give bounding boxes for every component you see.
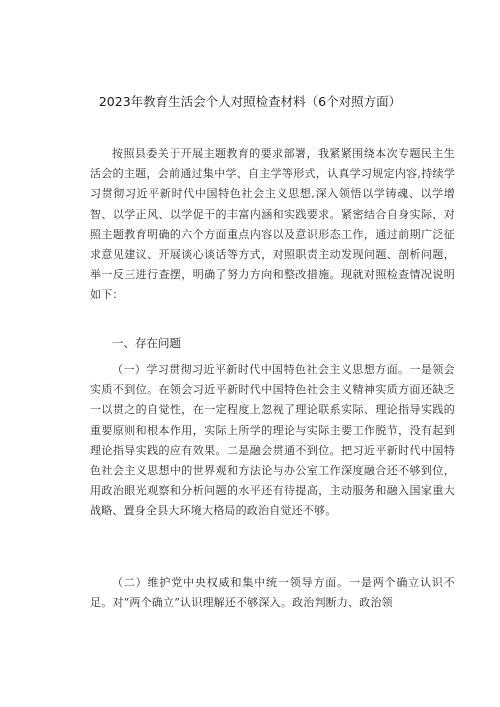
- document-title: 2023年教育生活会个人对照检查材料（6个对照方面）: [98, 94, 402, 109]
- section2-paragraph: （二）维护党中央权威和集中统一领导方面。一是两个确立认识不足。对“两个确立”认识理解还不够深入。政治判断力、政治领: [90, 576, 455, 610]
- section1-paragraph: （一）学习贯彻习近平新时代中国特色社会主义思想方面。一是领会实质不到位。在领会习近平新时代中国特色社会主义精神实质方面还缺乏一以贯之的自觉性，在一定程度上忽视了理论联系实际、理论指导实践的重要原则和根本作用，实际上所学的理论与实际主要工作脱节，没有起到理论指导实践的应有效果。二是融会贯通不到位。把习近平新时代中国特色社会主义思想中的世界观和方法论与办公室工作深度融合还不够到位，用政治眼光观察和分析问题的水平还有待提高，主动服务和融入国家重大战略、置身全县大环境大格局的政治自觉还不够。: [90, 363, 455, 518]
- section-heading: 一、存在问题: [112, 336, 181, 350]
- intro-paragraph: 按照县委关于开展主题教育的要求部署，我紧紧围绕本次专题民主生活会的主题，会前通过集中学、自主学等形式，认真学习规定内容,持续学习贯彻习近平新时代中国特色社会主义思想,深入领悟以学铸魂、以学增智、以学正风、以学促干的丰富内涵和实践要求。紧密结合自身实际，对照主题教育明确的六个方面重点内容以及意识形态工作，通过前期广泛征求意见建议、开展谈心谈话等方式，对照职责主动发现问题、剖析问题，举一反三进行查摆，明确了努力方向和整改措施。现就对照检查情况说明如下：: [90, 147, 455, 302]
